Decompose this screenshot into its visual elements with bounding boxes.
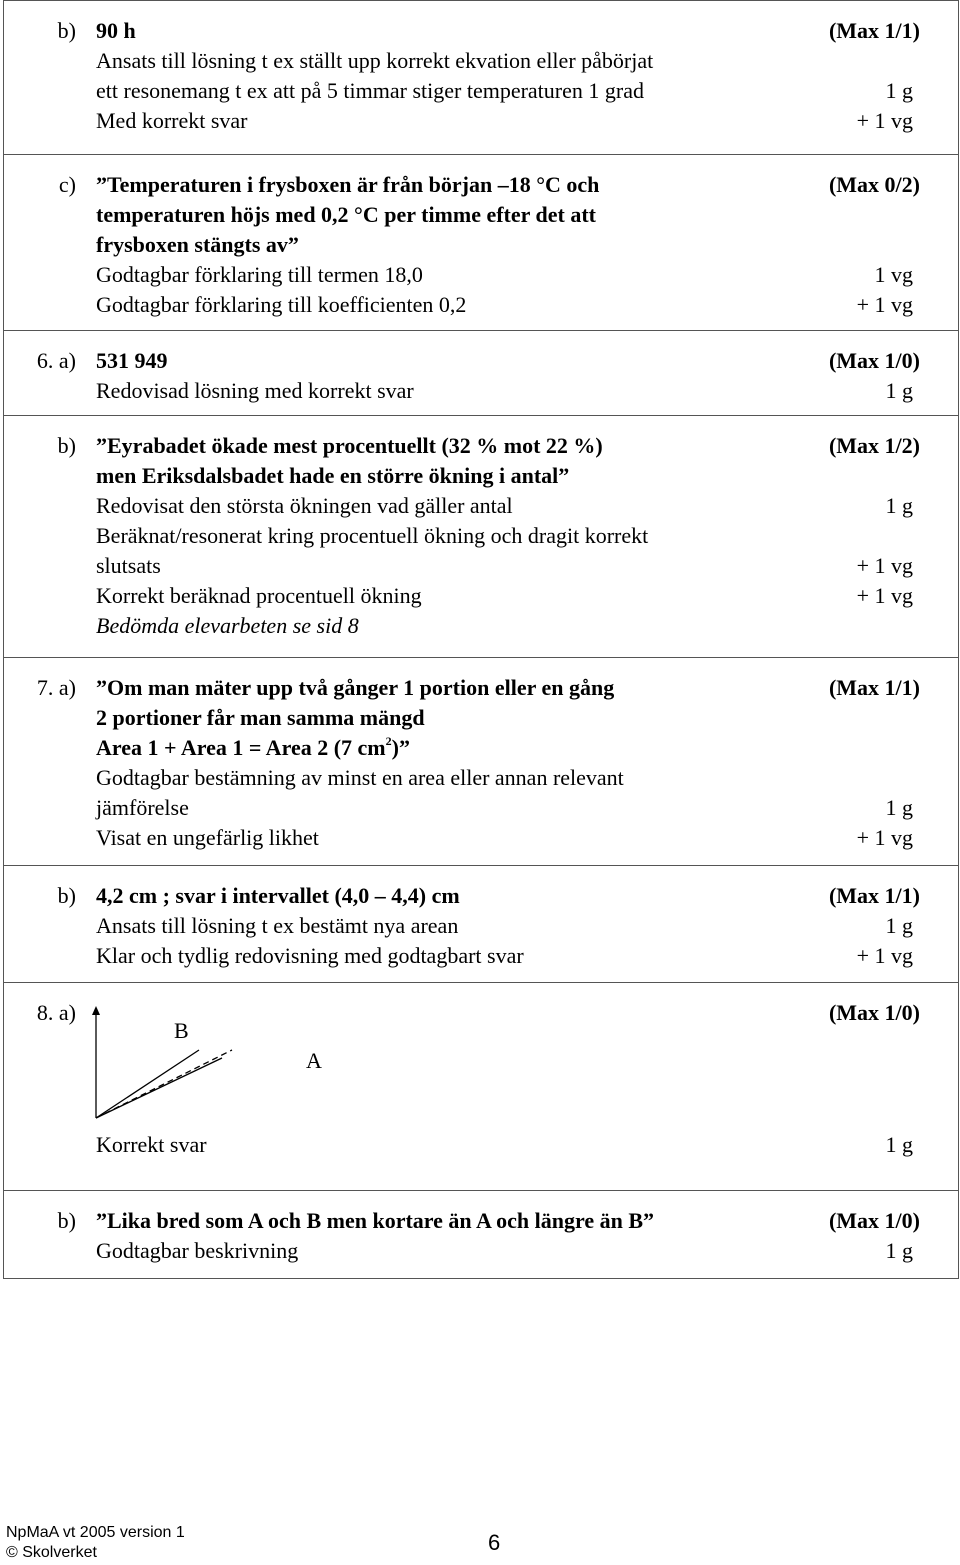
section-5b	[3, 0, 959, 155]
points: + 1 vg	[856, 583, 913, 608]
criterion-text: Korrekt svar	[96, 1132, 207, 1157]
item-label: b)	[57, 883, 76, 908]
criterion-text: Visat en ungefärlig likhet	[96, 825, 319, 850]
angle-diagram	[4, 998, 958, 1128]
item-label: b)	[57, 433, 76, 458]
page-number: 6	[488, 1530, 501, 1555]
criterion-text: Redovisad lösning med korrekt svar	[96, 378, 414, 403]
section-8a	[3, 983, 959, 1191]
grading-table	[3, 0, 959, 1279]
answer-text: 531 949	[96, 348, 168, 373]
footer	[6, 1523, 185, 1563]
criterion-text: ett resonemang t ex att på 5 timmar stiger temperaturen 1 grad	[96, 78, 644, 103]
label-b: B	[174, 1018, 189, 1043]
section-6b	[3, 416, 959, 658]
answer-text: frysboxen stängts av”	[96, 232, 299, 257]
answer-text: 4,2 cm ; svar i intervallet (4,0 – 4,4) cm	[96, 883, 460, 908]
footer-version: NpMaA vt 2005 version 1	[6, 1524, 185, 1541]
points: + 1 vg	[856, 108, 913, 133]
item-label: b)	[57, 1208, 76, 1233]
points: 1 g	[885, 493, 913, 518]
answer-text: temperaturen höjs med 0,2 °C per timme efter det att	[96, 202, 596, 227]
criterion-text: Beräknat/resonerat kring procentuell ökning och dragit korrekt	[96, 523, 649, 548]
points: 1 g	[885, 378, 913, 403]
answer-text: ”Om man mäter upp två gånger 1 portion eller en gång	[96, 675, 615, 700]
angle-lines-figure	[4, 998, 344, 1128]
item-label: b)	[57, 18, 76, 43]
footer-copyright: © Skolverket	[6, 1544, 97, 1561]
points: + 1 vg	[856, 943, 913, 968]
max-points: (Max 1/0)	[828, 1208, 920, 1233]
max-points: (Max 1/0)	[828, 348, 920, 373]
max-points: (Max 1/1)	[828, 675, 920, 700]
line-a	[96, 1058, 222, 1118]
answer-text: ”Temperaturen i frysboxen är från början –18 °C och	[96, 172, 600, 197]
criterion-text: Godtagbar bestämning av minst en area eller annan relevant	[96, 765, 624, 790]
section-8b	[3, 1191, 959, 1279]
max-points: (Max 1/1)	[828, 883, 920, 908]
points: 1 g	[885, 78, 913, 103]
criterion-text: Korrekt beräknad procentuell ökning	[96, 583, 422, 608]
answer-text: ”Eyrabadet ökade mest procentuellt (32 % mot 22 %)	[96, 433, 603, 458]
points: + 1 vg	[856, 825, 913, 850]
section-7a	[3, 658, 959, 866]
criterion-text: Godtagbar beskrivning	[96, 1238, 299, 1263]
max-points: (Max 1/2)	[828, 433, 920, 458]
max-points: (Max 1/1)	[828, 18, 920, 43]
answer-text: 2 portioner får man samma mängd	[96, 705, 425, 730]
answer-text: ”Lika bred som A och B men kortare än A och längre än B”	[96, 1208, 655, 1233]
item-label: 8. a)	[36, 1000, 76, 1025]
criterion-text: Klar och tydlig redovisning med godtagbart svar	[96, 943, 524, 968]
criterion-text: Ansats till lösning t ex ställt upp korrekt ekvation eller påbörjat	[96, 48, 654, 73]
item-label: 6. a)	[36, 348, 76, 373]
answer-text: men Eriksdalsbadet hade en större ökning i antal”	[96, 463, 570, 488]
criterion-text: slutsats	[96, 553, 161, 578]
criterion-text: Godtagbar förklaring till termen 18,0	[96, 262, 423, 287]
criterion-text: Godtagbar förklaring till koefficienten 0,2	[96, 292, 467, 317]
criterion-text: jämförelse	[96, 795, 189, 820]
max-points: (Max 0/2)	[828, 172, 920, 197]
section-7b	[3, 866, 959, 983]
criterion-text: Ansats till lösning t ex bestämt nya arean	[96, 913, 459, 938]
points: 1 vg	[874, 262, 913, 287]
line-b	[96, 1050, 199, 1118]
section-6a	[3, 331, 959, 416]
item-label: c)	[58, 172, 76, 197]
points: 1 g	[885, 1238, 913, 1263]
answer-text: 90 h	[96, 18, 136, 43]
area-equation: Area 1 + Area 1 = Area 2 (7 $cm^2$)”	[96, 734, 410, 760]
criterion-text: Med korrekt svar	[96, 108, 248, 133]
points: 1 g	[885, 913, 913, 938]
reference-note: Bedömda elevarbeten se sid 8	[96, 613, 359, 638]
points: + 1 vg	[856, 292, 913, 317]
points: 1 g	[885, 1132, 913, 1157]
max-points: (Max 1/0)	[828, 1000, 920, 1025]
section-5c	[3, 155, 959, 331]
label-a: A	[306, 1048, 322, 1073]
points: 1 g	[885, 795, 913, 820]
item-label: 7. a)	[36, 675, 76, 700]
points: + 1 vg	[856, 553, 913, 578]
criterion-text: Redovisat den största ökningen vad gäller antal	[96, 493, 513, 518]
